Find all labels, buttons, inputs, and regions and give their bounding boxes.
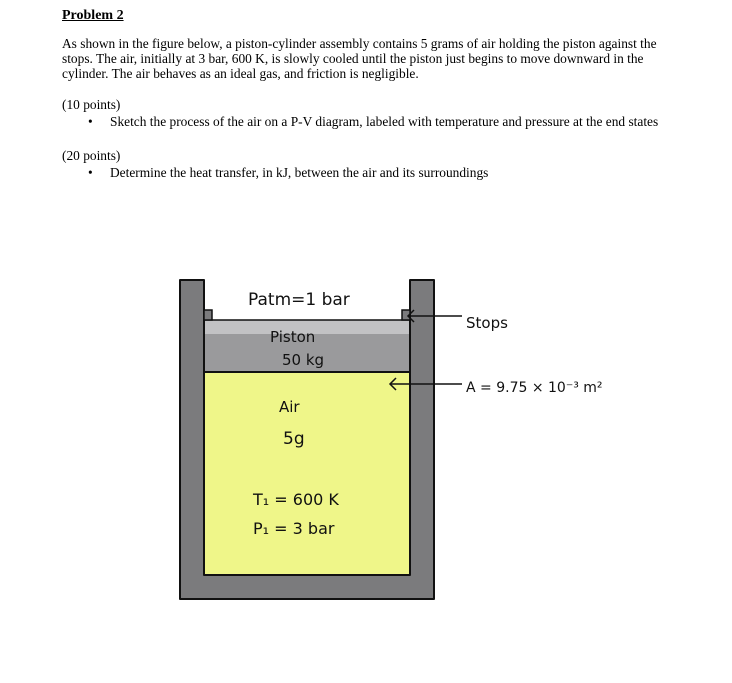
initial-temperature-label: T₁ = 600 K <box>253 490 339 509</box>
part1-list <box>62 114 662 129</box>
piston-mass-label: 50 kg <box>282 351 325 369</box>
air-region <box>204 372 410 575</box>
air-label: Air <box>279 398 300 416</box>
patm-label: Patm=1 bar <box>248 290 350 310</box>
air-mass-label: 5g <box>283 429 305 449</box>
part1-task: • Sketch the process of the air on a P-V diagram, labeled with temperature and pressure at the end states <box>110 114 662 129</box>
left-stop <box>204 310 212 320</box>
problem-intro: As shown in the figure below, a piston-cylinder assembly contains 5 grams of air holding the piston against the stops. The air, initially at 3 bar, 600 K, is slowly cooled until the piston just begins to move downward in the cylinder. The air behaves as an ideal gas, and friction is negligible. <box>62 36 657 81</box>
area-label: A = 9.75 × 10⁻³ m² <box>466 380 603 396</box>
problem-document <box>62 8 662 180</box>
initial-pressure-label: P₁ = 3 bar <box>253 519 335 538</box>
part2-list <box>62 165 662 180</box>
problem-title: Problem 2 <box>62 8 124 23</box>
stops-label: Stops <box>466 314 508 332</box>
piston-cylinder-figure <box>150 272 640 612</box>
part2-points: (20 points) <box>62 148 121 163</box>
piston-label: Piston <box>270 328 316 346</box>
part1-points: (10 points) <box>62 97 121 112</box>
part2-task: • Determine the heat transfer, in kJ, between the air and its surroundings <box>110 165 662 180</box>
